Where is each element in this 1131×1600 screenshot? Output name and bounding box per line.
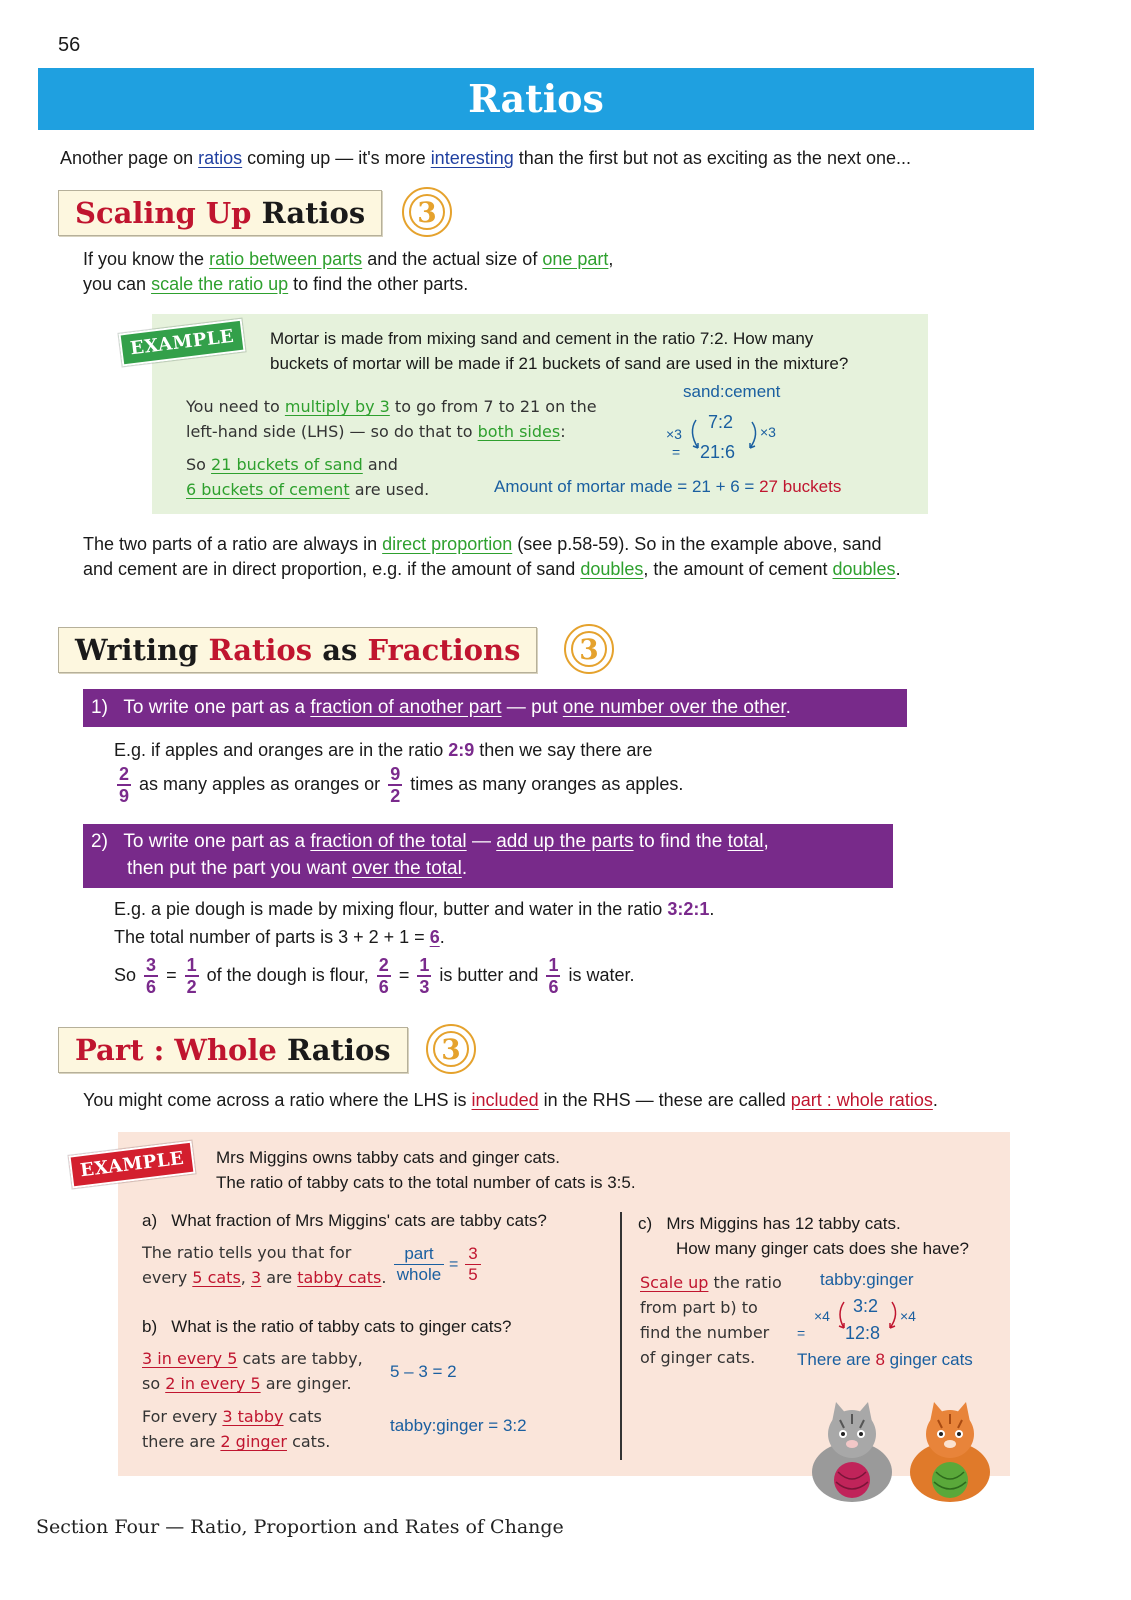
ratio-value: 2:9 <box>448 740 475 760</box>
denominator: 6 <box>146 977 157 997</box>
keyword-2-in-every-5: 2 in every 5 <box>165 1374 261 1393</box>
text: every <box>142 1268 188 1287</box>
question-line: The ratio of tabby cats to the total number of cats is 3:5. <box>216 1173 636 1192</box>
keyword-over-the-total: over the total <box>352 858 462 879</box>
question-line: Mortar is made from mixing sand and cement in the ratio 7:2. How many <box>270 329 814 348</box>
text: So <box>114 964 137 985</box>
part-a-question <box>142 1211 547 1231</box>
question-line: Mrs Miggins owns tabby cats and ginger cats. <box>216 1148 560 1167</box>
text: : <box>560 422 566 441</box>
fraction-1-2 <box>185 956 199 996</box>
part-a-working <box>142 1240 386 1290</box>
keyword-direct-proportion: direct proportion <box>382 534 513 554</box>
text: and cement are in direct proportion, e.g. if the amount of sand <box>83 559 576 579</box>
numerator: 2 <box>119 764 130 784</box>
text: . <box>895 559 901 579</box>
part-b-calculation: 5 – 3 = 2 <box>390 1362 457 1381</box>
text: of ginger cats. <box>640 1348 756 1367</box>
page-title: Ratios <box>38 68 1034 130</box>
text: there are <box>142 1432 216 1451</box>
part-whole-fraction <box>394 1244 444 1285</box>
example-tag: EXAMPLE <box>68 1141 195 1189</box>
rule-number: 1) <box>91 697 108 718</box>
denominator: 9 <box>119 786 130 806</box>
numerator: 2 <box>378 955 389 975</box>
intro-mid: coming up — it's more <box>247 148 426 168</box>
answer-number: 8 <box>875 1350 885 1369</box>
rule-1-bar <box>83 689 907 727</box>
text: then put the part you want <box>127 858 347 879</box>
intro-text <box>60 148 911 169</box>
text: , the amount of cement <box>643 559 828 579</box>
denominator: 3 <box>419 977 430 997</box>
text: then we say there are <box>479 740 653 760</box>
grade-number: 3 <box>579 632 599 666</box>
text: so <box>142 1374 161 1393</box>
diagram-ratio-top: 3:2 <box>853 1296 879 1316</box>
part-c-answer <box>797 1350 973 1370</box>
part-c-question <box>638 1211 969 1261</box>
heading-red-part: Fractions <box>367 633 521 667</box>
section-heading-writing-ratios <box>58 627 537 673</box>
fraction-3-6 <box>144 956 158 996</box>
text: . <box>932 1090 938 1110</box>
scaling-explanation <box>83 247 613 297</box>
question-text: How many ginger cats does she have? <box>676 1239 969 1258</box>
text: you can <box>83 274 147 294</box>
text: cats are tabby, <box>242 1349 363 1368</box>
answer-text: There are <box>797 1350 871 1369</box>
diagram-arrows <box>828 1298 908 1340</box>
part-b-answer: tabby:ginger = 3:2 <box>390 1416 527 1435</box>
numerator: 1 <box>186 955 197 975</box>
grade-3-badge <box>564 624 614 674</box>
fraction-2-9 <box>117 765 131 805</box>
example-question <box>270 326 848 376</box>
denominator: 5 <box>468 1265 478 1284</box>
text: . <box>709 899 715 919</box>
question-text: Mrs Miggins has 12 tabby cats. <box>666 1214 901 1233</box>
grade-number: 3 <box>417 195 437 229</box>
section-heading-part-whole <box>58 1027 408 1073</box>
fraction-example-2 <box>114 896 714 996</box>
text: in the RHS — these are called <box>543 1090 786 1110</box>
fraction-example-1 <box>114 737 683 805</box>
text: — <box>471 831 491 852</box>
rule-number: 2) <box>91 831 108 852</box>
fraction-bottom: whole <box>396 1265 442 1284</box>
text: To write one part as a <box>123 831 306 852</box>
keyword-5-cats: 5 cats <box>192 1268 241 1287</box>
diagram-ratio-bottom: 12:8 <box>845 1323 881 1343</box>
ginger-cat-icon <box>910 1402 990 1502</box>
cats-illustration <box>796 1400 1010 1504</box>
heading-black-part: Ratios <box>261 196 366 230</box>
question-line: buckets of mortar will be made if 21 buckets of sand are used in the mixture? <box>270 354 849 373</box>
text: left-hand side (LHS) — so do that to <box>186 422 473 441</box>
text: , <box>608 249 614 269</box>
text: and the actual size of <box>367 249 538 269</box>
fraction-2-6 <box>377 956 391 996</box>
page-number: 56 <box>58 34 81 56</box>
heading-black-part: Writing <box>75 633 199 667</box>
fraction-top: part <box>394 1244 444 1265</box>
answer-unit: buckets <box>782 477 842 496</box>
keyword-3: 3 <box>250 1268 262 1287</box>
text: E.g. a pie dough is made by mixing flour, butter and water in the ratio <box>114 899 663 919</box>
diagram-label: sand:cement <box>683 382 781 401</box>
text: You might come across a ratio where the LHS is <box>83 1090 467 1110</box>
section-footer: Section Four — Ratio, Proportion and Rates of Change <box>36 1516 564 1538</box>
keyword-21-buckets-sand: 21 buckets of sand <box>211 455 363 474</box>
intro-link-interesting: interesting <box>430 148 514 168</box>
numerator: 1 <box>548 955 559 975</box>
text: times as many oranges as apples. <box>410 773 684 794</box>
text: of the dough is flour, <box>206 964 369 985</box>
heading-red-part: Part : Whole <box>75 1033 277 1067</box>
text: cats. <box>292 1432 331 1451</box>
fraction-1-3 <box>417 956 431 996</box>
denominator: 2 <box>390 786 401 806</box>
diagram-arrows <box>680 414 770 464</box>
diagram-label: tabby:ginger <box>820 1270 914 1289</box>
keyword-one-part: one part <box>542 249 609 269</box>
text: You need to <box>186 397 280 416</box>
heading-red-part: Scaling Up <box>75 196 252 230</box>
text: is butter and <box>439 964 539 985</box>
text: are <box>266 1268 293 1287</box>
intro-post: than the first but not as exciting as the next one... <box>518 148 912 168</box>
text: So <box>186 455 206 474</box>
text: To write one part as a <box>123 697 306 718</box>
grade-number: 3 <box>441 1032 461 1066</box>
numerator: 9 <box>390 764 401 784</box>
keyword-3-tabby: 3 tabby <box>222 1407 284 1426</box>
text: is water. <box>568 964 635 985</box>
question-text: What fraction of Mrs Miggins' cats are tabby cats? <box>171 1211 547 1230</box>
keyword-scale-up: Scale up <box>640 1273 709 1292</box>
fraction-1-6 <box>546 956 560 996</box>
text: E.g. if apples and oranges are in the ratio <box>114 740 444 760</box>
keyword-scale-ratio-up: scale the ratio up <box>151 274 289 294</box>
part-c-working <box>640 1270 782 1370</box>
numerator: 3 <box>146 955 157 975</box>
text: are ginger. <box>265 1374 352 1393</box>
ratio-value: 3:2:1 <box>667 899 710 919</box>
question-text: What is the ratio of tabby cats to ginger cats? <box>171 1317 512 1336</box>
text: . <box>785 697 791 718</box>
part-whole-intro <box>83 1088 938 1113</box>
rule-2-bar <box>83 824 893 888</box>
text: . <box>461 858 468 879</box>
text: If you know the <box>83 249 205 269</box>
text: For every <box>142 1407 218 1426</box>
answer-text: Amount of mortar made = 21 + 6 = <box>494 477 755 496</box>
text: to find the other parts. <box>293 274 469 294</box>
text: The total number of parts is 3 + 2 + 1 = <box>114 927 425 947</box>
grade-3-badge <box>402 187 452 237</box>
text: , <box>240 1268 246 1287</box>
keyword-doubles: doubles <box>832 559 896 579</box>
text: — put <box>506 697 558 718</box>
intro-pre: Another page on <box>60 148 194 168</box>
example-tag: EXAMPLE <box>118 319 245 367</box>
denominator: 6 <box>548 977 559 997</box>
keyword-6-buckets-cement: 6 buckets of cement <box>186 480 350 499</box>
keyword-one-number-over-other: one number over the other <box>562 697 786 718</box>
cats-question <box>216 1145 636 1195</box>
diagram-equals: = <box>672 444 681 460</box>
keyword-add-up-parts: add up the parts <box>496 831 634 852</box>
text: The ratio tells you that for <box>142 1243 352 1262</box>
section-heading-scaling-up <box>58 190 382 236</box>
denominator: 6 <box>378 977 389 997</box>
text: . <box>439 927 445 947</box>
total-value: 6 <box>429 927 440 947</box>
text: , <box>763 831 769 852</box>
numerator: 3 <box>465 1244 481 1265</box>
keyword-ratio-between-parts: ratio between parts <box>209 249 363 269</box>
text: The two parts of a ratio are always in <box>83 534 378 554</box>
answer-fraction <box>465 1244 481 1285</box>
column-divider <box>620 1212 622 1460</box>
keyword-included: included <box>471 1090 539 1110</box>
equals: = <box>166 964 177 985</box>
part-label: a) <box>142 1211 158 1230</box>
heading-black-part: as <box>322 633 358 667</box>
direct-proportion-paragraph <box>83 532 901 582</box>
part-b-working <box>142 1346 363 1454</box>
diagram-mult-left: ×4 <box>814 1308 830 1324</box>
part-b-question <box>142 1317 511 1337</box>
text: are used. <box>354 480 430 499</box>
answer-text: ginger cats <box>889 1350 973 1369</box>
text: to go from 7 to 21 on the <box>394 397 597 416</box>
diagram-mult-right: ×4 <box>900 1308 916 1324</box>
keyword-total: total <box>727 831 764 852</box>
keyword-part-whole-ratios: part : whole ratios <box>790 1090 933 1110</box>
keyword-fraction-of-total: fraction of the total <box>310 831 467 852</box>
text: cats <box>288 1407 322 1426</box>
keyword-2-ginger: 2 ginger <box>220 1432 287 1451</box>
text: and <box>367 455 398 474</box>
example-answer <box>494 477 841 497</box>
equals: = <box>398 964 410 985</box>
tabby-cat-icon <box>812 1402 892 1502</box>
text: (see p.58-59). So in the example above, sand <box>517 534 882 554</box>
grade-3-badge <box>426 1024 476 1074</box>
keyword-tabby-cats: tabby cats <box>297 1268 382 1287</box>
keyword-3-in-every-5: 3 in every 5 <box>142 1349 238 1368</box>
part-label: b) <box>142 1317 158 1336</box>
text: to find the <box>638 831 723 852</box>
diagram-mult-right: ×3 <box>760 424 776 440</box>
part-label: c) <box>638 1214 653 1233</box>
intro-link-ratios: ratios <box>198 148 243 168</box>
numerator: 1 <box>419 955 430 975</box>
heading-black-part: Ratios <box>286 1033 391 1067</box>
keyword-multiply-by-3: multiply by 3 <box>284 397 390 416</box>
text: from part b) to <box>640 1298 758 1317</box>
text: . <box>381 1268 387 1287</box>
equals: = <box>449 1256 459 1273</box>
diagram-ratio-bottom: 21:6 <box>700 442 736 462</box>
keyword-doubles: doubles <box>580 559 644 579</box>
diagram-equals: = <box>797 1325 806 1341</box>
text: the ratio <box>713 1273 782 1292</box>
denominator: 2 <box>186 977 197 997</box>
keyword-fraction-of-another-part: fraction of another part <box>310 697 502 718</box>
text: find the number <box>640 1323 770 1342</box>
diagram-mult-left: ×3 <box>666 426 682 442</box>
diagram-ratio-top: 7:2 <box>708 412 734 432</box>
keyword-both-sides: both sides <box>477 422 561 441</box>
heading-red-part: Ratios <box>208 633 313 667</box>
answer-number: 27 <box>759 477 778 496</box>
fraction-9-2 <box>388 765 402 805</box>
text: as many apples as oranges or <box>139 773 381 794</box>
